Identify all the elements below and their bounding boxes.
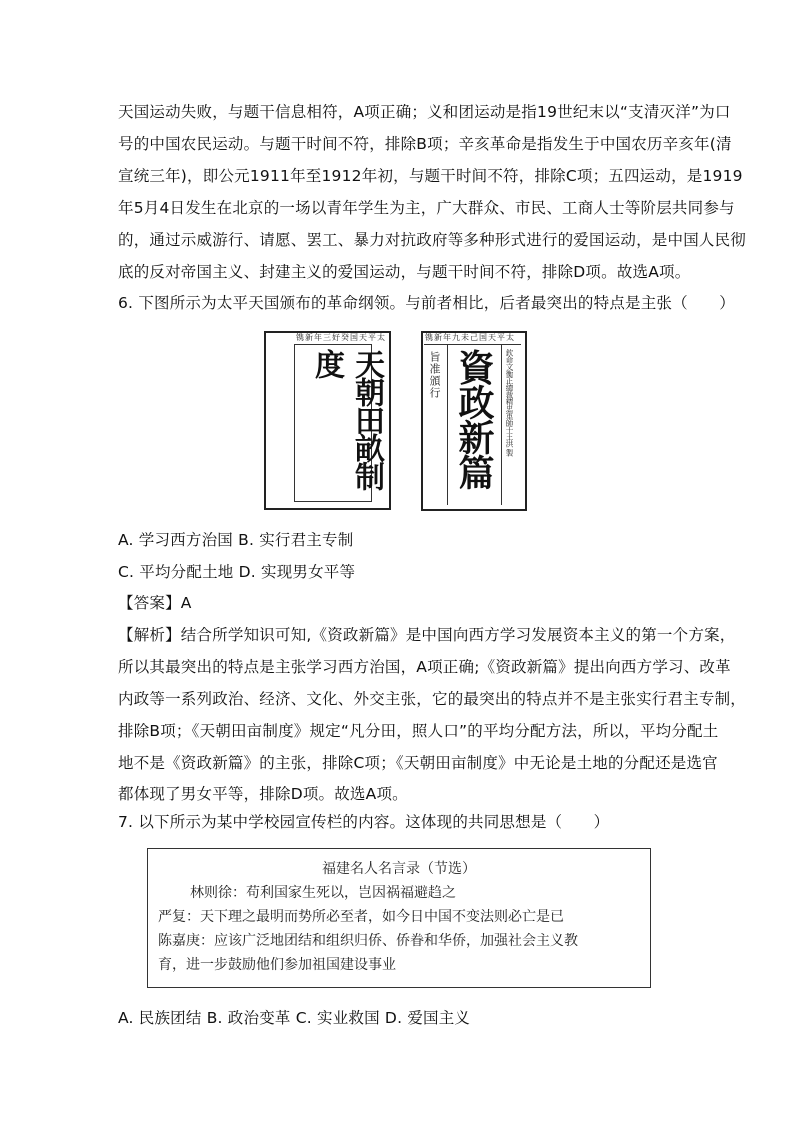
cover-land-system bbox=[264, 331, 391, 510]
analysis-line: 所以其最突出的特点是主张学习西方治国，A项正确;《资政新篇》提出向西方学习、改革 bbox=[118, 658, 731, 676]
analysis-line: 【解析】结合所学知识可知,《资政新篇》是中国向西方学习发展资本主义的第一个方案， bbox=[118, 626, 736, 644]
cover-left-header: 镌新年三好癸国天平太 bbox=[296, 333, 386, 342]
cover-right-side-left: 旨准頒行 bbox=[428, 351, 441, 399]
cover-right-side-right: 欽命文衡正總裁精忠軍師干王洪 製 bbox=[505, 349, 514, 456]
cover-right-title: 資政新篇 bbox=[453, 349, 495, 489]
quote-line: 严复：天下理之最明而势所必至者，如今日中国不变法则必亡是已 bbox=[158, 909, 564, 925]
intro-line: 号的中国农民运动。与题干时间不符，排除B项；辛亥革命是指发生于中国农历辛亥年(清 bbox=[118, 135, 732, 153]
analysis-line: 都体现了男女平等，排除D项。故选A项。 bbox=[118, 785, 408, 803]
cover-new-treatise bbox=[421, 331, 527, 511]
question-6-options-cd: C. 平均分配土地 D. 实现男女平等 bbox=[118, 563, 356, 581]
intro-line: 底的反对帝国主义、封建主义的爱国运动，与题干时间不符，排除D项。故选A项。 bbox=[118, 263, 691, 281]
analysis-line: 内政等一系列政治、经济、文化、外交主张，它的最突出的特点并不是主张实行君主专制， bbox=[118, 690, 747, 708]
question-6-answer: 【答案】A bbox=[118, 594, 192, 612]
cover-left-title: 天朝田畝制度 bbox=[309, 349, 384, 489]
intro-line: 年5月4日发生在北京的一场以青年学生为主，广大群众、市民、工商人士等阶层共同参与 bbox=[118, 199, 735, 217]
analysis-line: 排除B项；《天朝田亩制度》规定“凡分田，照人口”的平均分配方法，所以，平均分配土 bbox=[118, 722, 719, 740]
question-6-options-ab: A. 学习西方治国 B. 实行君主专制 bbox=[118, 531, 354, 549]
question-7-options: A. 民族团结 B. 政治变革 C. 实业救国 D. 爱国主义 bbox=[118, 1009, 471, 1027]
quote-line: 陈嘉庚：应该广泛地团结和组织归侨、侨眷和华侨，加强社会主义教 bbox=[158, 933, 578, 949]
intro-line: 天国运动失败，与题干信息相符，A项正确；义和团运动是指19世纪末以“支清灭洋”为口 bbox=[118, 103, 731, 121]
quote-line: 育，进一步鼓励他们参加祖国建设事业 bbox=[158, 957, 396, 973]
intro-line: 的，通过示威游行、请愿、罢工、暴力对抗政府等多种形式进行的爱国运动，是中国人民彻 bbox=[118, 231, 747, 249]
quote-box-title: 福建名人名言录（节选） bbox=[322, 861, 476, 877]
quote-line: 林则徐：苟利国家生死以，岂因祸福避趋之 bbox=[190, 885, 456, 901]
analysis-line: 地不是《资政新篇》的主张，排除C项；《天朝田亩制度》中无论是土地的分配还是选官 bbox=[118, 754, 718, 772]
question-7-stem: 7. 以下所示为某中学校园宣传栏的内容。这体现的共同思想是（ ） bbox=[118, 813, 610, 831]
quote-box bbox=[147, 848, 651, 988]
cover-right-header: 镌新年九未己国天平太 bbox=[425, 333, 515, 342]
question-6-stem: 6. 下图所示为太平天国颁布的革命纲领。与前者相比，后者最突出的特点是主张（ ） bbox=[118, 294, 735, 312]
intro-line: 宣统三年)，即公元1911年至1912年初，与题干时间不符，排除C项；五四运动，是1919 bbox=[118, 167, 743, 185]
